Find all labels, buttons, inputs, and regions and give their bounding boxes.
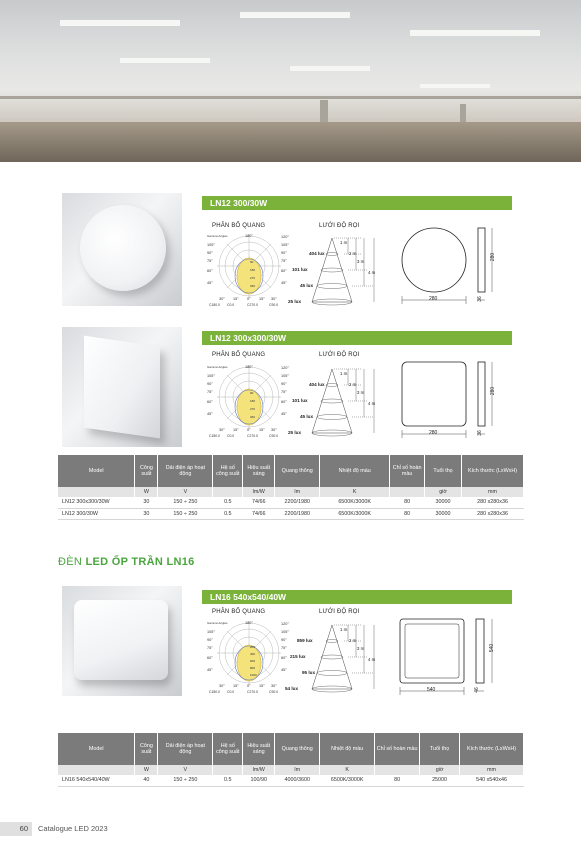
dimension-depth: 46	[473, 687, 480, 693]
distance-label: 2 m	[349, 638, 357, 643]
section-heading-prefix: ĐÈN	[58, 556, 86, 568]
distance-label: 2 m	[349, 251, 357, 256]
cell: 2200/1980	[275, 508, 320, 519]
header-power: Công suất	[135, 733, 158, 765]
dimension-width: 540	[427, 687, 436, 693]
polar-angle-bottom: 15°	[259, 297, 265, 301]
unit-cell	[390, 487, 425, 497]
polar-legend: C180.0	[209, 434, 220, 438]
cell: 0.5	[213, 508, 243, 519]
unit-cell: lm/W	[243, 487, 275, 497]
product-title-bar	[202, 331, 512, 345]
unit-cell: W	[135, 487, 158, 497]
distance-label: 1 m	[340, 627, 348, 632]
polar-angle-right: 105°	[281, 374, 289, 378]
polar-angle-left: 105°	[207, 243, 215, 247]
polar-angle-left: 60°	[207, 269, 213, 273]
cell: 74/66	[243, 497, 275, 508]
spec-table-ln12	[58, 455, 524, 520]
polar-angle-right: 75°	[281, 646, 287, 650]
polar-ring-value: 360	[250, 284, 256, 288]
cell-model: LN12 300x300/30W	[58, 497, 135, 508]
polar-legend: C0.0	[227, 690, 235, 694]
unit-cell: mm	[460, 765, 524, 775]
cell: 540 x540x46	[460, 775, 524, 786]
product-title-bar	[202, 196, 512, 210]
polar-angle-right: 45°	[281, 281, 287, 285]
lux-level: 101 lux	[292, 267, 308, 272]
polar-angle-bottom: 15°	[233, 428, 239, 432]
unit-cell: giờ	[425, 487, 462, 497]
polar-legend: C0.0	[227, 303, 235, 307]
polar-angle-right: 105°	[281, 630, 289, 634]
dimension-drawing	[396, 222, 506, 312]
unit-cell	[58, 765, 135, 775]
distance-label: 1 m	[340, 371, 348, 376]
dimension-depth: 36	[476, 430, 483, 436]
polar-angle-bottom: 15°	[259, 428, 265, 432]
header-efficacy: Hiệu suất sáng	[243, 733, 275, 765]
cell-model: LN12 300/30W	[58, 508, 135, 519]
distance-label: 3 m	[357, 259, 365, 264]
header-size: Kích thước (LxWxH)	[462, 455, 524, 487]
product-photo-ln12-square	[62, 327, 182, 447]
polar-legend: C180.0	[209, 690, 220, 694]
lux-level: 25 lux	[288, 430, 302, 435]
header-lumen: Quang thông	[275, 455, 320, 487]
polar-ring-value: 270	[250, 407, 256, 411]
polar-angle-right: 120°	[281, 235, 289, 239]
header-power-factor: Hệ số công suất	[213, 455, 243, 487]
lux-level: 101 lux	[292, 398, 308, 403]
cell: 280 x280x36	[462, 508, 524, 519]
lux-level: 859 lux	[297, 638, 313, 643]
polar-angle-left: 75°	[207, 646, 213, 650]
polar-ring-value: 90	[250, 391, 254, 395]
polar-angle-bottom: 0°	[247, 428, 251, 432]
lux-level: 404 lux	[309, 251, 325, 256]
table-row	[58, 508, 524, 519]
cell: 80	[390, 497, 425, 508]
header-lifetime: Tuổi thọ	[425, 455, 462, 487]
distance-label: 4 m	[368, 657, 376, 662]
polar-angle-bottom: 30°	[219, 684, 225, 688]
polar-legend: C180.0	[209, 303, 220, 307]
cell: 74/66	[243, 508, 275, 519]
unit-cell: K	[320, 765, 375, 775]
polar-ring-value: 180	[250, 399, 256, 403]
unit-cell	[213, 765, 243, 775]
cell: 0.5	[213, 775, 243, 786]
polar-angle-left: 90°	[207, 638, 213, 642]
polar-legend: C270.0	[247, 690, 258, 694]
cell: 80	[375, 775, 420, 786]
cell: 30000	[425, 497, 462, 508]
header-lifetime: Tuổi thọ	[420, 733, 460, 765]
polar-diagram	[205, 363, 293, 439]
illuminance-label: LƯỚI ĐỘ RỌI	[319, 352, 360, 358]
cell: 30000	[425, 508, 462, 519]
page-number: 60	[0, 822, 32, 836]
polar-angle-right: 90°	[281, 251, 287, 255]
unit-cell: lm	[275, 765, 320, 775]
units-row	[58, 487, 524, 497]
polar-angle-left: 45°	[207, 668, 213, 672]
polar-angle-bottom: 15°	[233, 297, 239, 301]
polar-angle-bottom: 30°	[271, 297, 277, 301]
polar-angle-left: 60°	[207, 656, 213, 660]
polar-angle-left: 45°	[207, 412, 213, 416]
cell: 0.5	[213, 497, 243, 508]
polar-angle-top: 180°	[245, 621, 253, 625]
polar-gamma-label: Gamma Angles	[207, 621, 228, 625]
lux-level: 45 lux	[300, 283, 314, 288]
header-size: Kích thước (LxWxH)	[460, 733, 524, 765]
header-lumen: Quang thông	[275, 733, 320, 765]
header-cct: Nhiệt độ màu	[320, 733, 375, 765]
cell: 150 ÷ 250	[158, 497, 213, 508]
polar-angle-left: 60°	[207, 400, 213, 404]
catalogue-title: Catalogue LED 2023	[38, 824, 108, 833]
distance-label: 3 m	[357, 390, 365, 395]
unit-cell	[375, 765, 420, 775]
polar-angle-right: 60°	[281, 656, 287, 660]
polar-legend: C90.0	[269, 690, 279, 694]
cell: 6500K/3000K	[320, 497, 390, 508]
polar-angle-bottom: 0°	[247, 684, 251, 688]
cell: 150 ÷ 250	[158, 775, 213, 786]
polar-ring-value: 200	[250, 645, 256, 649]
cell: 30	[135, 508, 158, 519]
polar-diagram	[205, 232, 293, 308]
lux-level: 54 lux	[285, 686, 299, 691]
dimension-width: 280	[429, 430, 438, 436]
dimension-drawing	[396, 356, 506, 446]
header-voltage: Dải điện áp hoạt động	[158, 733, 213, 765]
product-title: LN16 540x540/40W	[210, 592, 287, 602]
polar-angle-bottom: 15°	[233, 684, 239, 688]
illuminance-label: LƯỚI ĐỘ RỌI	[319, 223, 360, 229]
polar-angle-right: 75°	[281, 259, 287, 263]
dimension-width: 280	[429, 296, 438, 302]
cell: 30	[135, 497, 158, 508]
polar-ring-value: 800	[250, 666, 256, 670]
distance-label: 4 m	[368, 270, 376, 275]
polar-gamma-label: Gamma Angles	[207, 365, 228, 369]
polar-ring-value: 90	[250, 260, 254, 264]
cell: 40	[135, 775, 158, 786]
polar-angle-top: 180°	[245, 234, 253, 238]
lux-level: 404 lux	[309, 382, 325, 387]
product-title-bar	[202, 590, 512, 604]
header-model: Model	[58, 455, 135, 487]
header-voltage: Dải điện áp hoạt động	[158, 455, 213, 487]
unit-cell: lm	[275, 487, 320, 497]
polar-angle-right: 90°	[281, 382, 287, 386]
distance-label: 1 m	[340, 240, 348, 245]
polar-legend: C0.0	[227, 434, 235, 438]
polar-angle-left: 90°	[207, 251, 213, 255]
cell: 4000/3600	[275, 775, 320, 786]
polar-diagram	[205, 619, 293, 695]
header-model: Model	[58, 733, 135, 765]
polar-angle-right: 60°	[281, 400, 287, 404]
distance-label: 3 m	[357, 646, 365, 651]
dimension-height: 280	[490, 386, 497, 396]
distribution-label: PHÂN BỐ QUANG	[212, 223, 266, 229]
distribution-label: PHÂN BỐ QUANG	[212, 609, 266, 615]
polar-angle-right: 45°	[281, 412, 287, 416]
polar-angle-right: 90°	[281, 638, 287, 642]
lux-level: 95 lux	[302, 670, 316, 675]
header-power-factor: Hệ số công suất	[213, 733, 243, 765]
cell-model: LN16 540x540/40W	[58, 775, 135, 786]
dimension-height: 540	[489, 643, 496, 653]
product-title: LN12 300/30W	[210, 198, 268, 208]
polar-legend: C90.0	[269, 434, 279, 438]
polar-legend: C270.0	[247, 303, 258, 307]
polar-legend: C90.0	[269, 303, 279, 307]
header-cri: Chỉ số hoàn màu	[375, 733, 420, 765]
cell: 150 ÷ 250	[158, 508, 213, 519]
polar-angle-left: 105°	[207, 630, 215, 634]
cell: 25000	[420, 775, 460, 786]
distance-label: 2 m	[349, 382, 357, 387]
polar-angle-left: 75°	[207, 259, 213, 263]
header-efficacy: Hiệu suất sáng	[243, 455, 275, 487]
cell: 6500K/3000K	[320, 775, 375, 786]
units-row	[58, 765, 524, 775]
polar-gamma-label: Gamma Angles	[207, 234, 228, 238]
polar-ring-value: 1000	[250, 673, 257, 677]
unit-cell: giờ	[420, 765, 460, 775]
polar-ring-value: 270	[250, 276, 256, 280]
hero-office-photo	[0, 0, 581, 162]
cell: 2200/1980	[275, 497, 320, 508]
dimension-height: 280	[490, 252, 497, 262]
table-row	[58, 497, 524, 508]
section-heading-bold: LED ỐP TRẦN LN16	[85, 556, 195, 568]
polar-angle-left: 75°	[207, 390, 213, 394]
lux-level: 45 lux	[300, 414, 314, 419]
polar-angle-right: 120°	[281, 366, 289, 370]
dimension-depth: 36	[476, 296, 483, 302]
polar-angle-right: 105°	[281, 243, 289, 247]
polar-angle-bottom: 30°	[271, 684, 277, 688]
polar-ring-value: 600	[250, 659, 256, 663]
table-row	[58, 775, 524, 786]
header-power: Công suất	[135, 455, 158, 487]
polar-ring-value: 360	[250, 415, 256, 419]
spec-table-ln16	[58, 733, 524, 787]
polar-angle-right: 75°	[281, 390, 287, 394]
polar-angle-right: 60°	[281, 269, 287, 273]
polar-angle-right: 45°	[281, 668, 287, 672]
section-heading	[58, 556, 195, 568]
unit-cell	[213, 487, 243, 497]
polar-angle-bottom: 30°	[219, 428, 225, 432]
polar-angle-left: 105°	[207, 374, 215, 378]
distribution-label: PHÂN BỐ QUANG	[212, 352, 266, 358]
product-photo-ln12-round	[62, 193, 182, 306]
product-photo-ln16-square	[62, 586, 182, 696]
illuminance-label: LƯỚI ĐỘ RỌI	[319, 609, 360, 615]
lux-level: 25 lux	[288, 299, 302, 304]
polar-angle-bottom: 30°	[219, 297, 225, 301]
polar-angle-left: 90°	[207, 382, 213, 386]
unit-cell: V	[158, 765, 213, 775]
unit-cell	[58, 487, 135, 497]
unit-cell: K	[320, 487, 390, 497]
cell: 280 x280x36	[462, 497, 524, 508]
unit-cell: mm	[462, 487, 524, 497]
polar-angle-bottom: 0°	[247, 297, 251, 301]
lux-level: 215 lux	[290, 654, 306, 659]
polar-legend: C270.0	[247, 434, 258, 438]
unit-cell: V	[158, 487, 213, 497]
product-title: LN12 300x300/30W	[210, 333, 287, 343]
distance-label: 4 m	[368, 401, 376, 406]
polar-ring-value: 180	[250, 268, 256, 272]
header-cri: Chỉ số hoàn màu	[390, 455, 425, 487]
page-footer	[0, 822, 160, 836]
polar-angle-top: 180°	[245, 365, 253, 369]
unit-cell: lm/W	[243, 765, 275, 775]
unit-cell: W	[135, 765, 158, 775]
polar-ring-value: 400	[250, 652, 256, 656]
dimension-drawing	[394, 613, 506, 703]
polar-angle-bottom: 15°	[259, 684, 265, 688]
cell: 100/90	[243, 775, 275, 786]
cell: 80	[390, 508, 425, 519]
polar-angle-left: 45°	[207, 281, 213, 285]
cell: 6500K/3000K	[320, 508, 390, 519]
polar-angle-right: 120°	[281, 622, 289, 626]
polar-angle-bottom: 30°	[271, 428, 277, 432]
header-cct: Nhiệt độ màu	[320, 455, 390, 487]
